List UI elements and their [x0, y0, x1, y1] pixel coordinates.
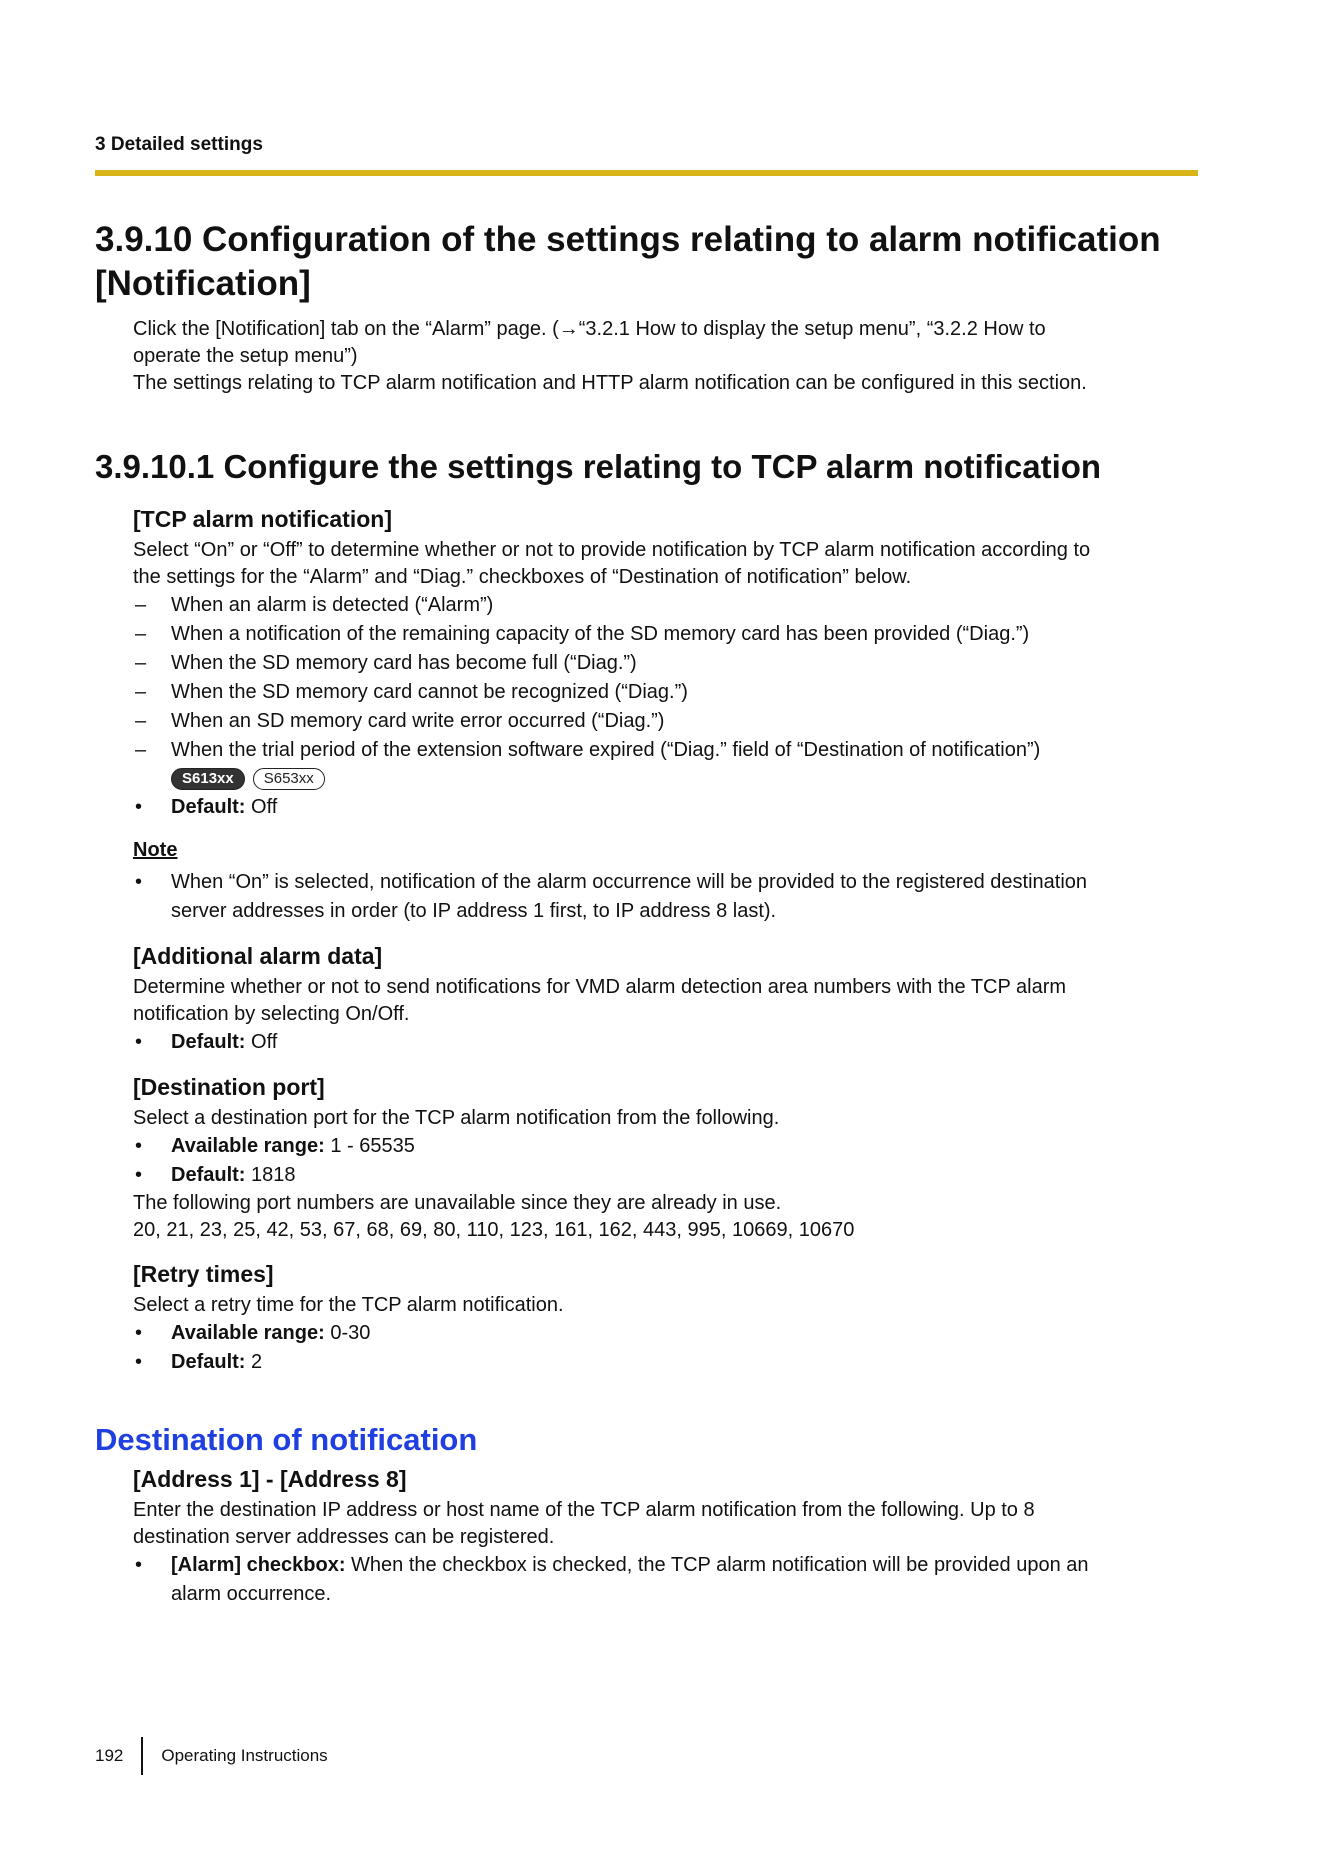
destination-port-desc: Select a destination port for the TCP alarm notification from the following.	[133, 1107, 780, 1129]
condition-list	[133, 591, 1205, 765]
address-list	[133, 1551, 1205, 1609]
default-label: Default:	[171, 1031, 246, 1053]
section-intro	[133, 316, 1205, 397]
default-label: Default:	[171, 796, 246, 818]
list-item	[133, 707, 1205, 736]
note-text: server addresses in order (to IP address 1 first, to IP address 8 last).	[171, 900, 777, 922]
list-item	[133, 1551, 1205, 1609]
tcp-alarm-heading: [TCP alarm notification]	[133, 506, 392, 532]
section-title-line2: [Notification]	[95, 264, 311, 303]
list-item	[133, 649, 1205, 678]
section-title	[95, 218, 1205, 306]
destination-port-heading: [Destination port]	[133, 1074, 325, 1100]
default-value: 2	[245, 1351, 263, 1373]
range-label: Available range:	[171, 1322, 325, 1344]
default-value: Off	[245, 1031, 278, 1053]
doc-title: Operating Instructions	[161, 1746, 328, 1765]
list-item	[133, 591, 1205, 620]
checkbox-text: alarm occurrence.	[171, 1583, 332, 1605]
additional-alarm-desc: notification by selecting On/Off.	[133, 1003, 410, 1025]
header-rule	[95, 170, 1198, 176]
checkbox-text: When the checkbox is checked, the TCP alarm notification will be provided upon an	[345, 1554, 1089, 1576]
address-heading: [Address 1] - [Address 8]	[133, 1466, 407, 1492]
list-item	[133, 1348, 1205, 1377]
list-item	[133, 620, 1205, 649]
default-list	[133, 793, 1205, 822]
page-footer	[95, 1737, 328, 1775]
tcp-alarm-desc: Select “On” or “Off” to determine whether or not to provide notification by TCP alarm notification according to	[133, 539, 1091, 561]
bullet-marker: •	[135, 1164, 143, 1186]
additional-alarm-heading: [Additional alarm data]	[133, 943, 383, 969]
condition-text: When a notification of the remaining capacity of the SD memory card has been provided (“Diag.”)	[171, 623, 1030, 645]
footer-separator	[141, 1737, 143, 1775]
list-item	[133, 736, 1205, 765]
dash-marker: –	[135, 681, 147, 703]
page-number: 192	[95, 1746, 124, 1765]
list-item	[133, 1028, 1205, 1057]
bullet-marker: •	[135, 871, 143, 893]
list-item	[133, 793, 1205, 822]
condition-text: When an alarm is detected (“Alarm”)	[171, 594, 494, 616]
condition-text: When the SD memory card cannot be recognized (“Diag.”)	[171, 681, 688, 703]
model-badges	[133, 765, 1205, 793]
list-item	[133, 1132, 1205, 1161]
unavailable-desc: The following port numbers are unavailable since they are already in use.	[133, 1192, 782, 1214]
page-content	[95, 218, 1205, 1609]
subsection-title: 3.9.10.1 Configure the settings relating to TCP alarm notification	[95, 448, 1102, 485]
additional-alarm-list	[133, 1028, 1205, 1057]
condition-text: When the trial period of the extension software expired (“Diag.” field of “Destination of notification”)	[171, 739, 1041, 761]
tcp-alarm-desc: the settings for the “Alarm” and “Diag.” checkboxes of “Destination of notification” below.	[133, 566, 912, 588]
destination-port-list	[133, 1132, 1205, 1190]
bullet-marker: •	[135, 796, 143, 818]
default-label: Default:	[171, 1351, 246, 1373]
note-list	[133, 868, 1205, 926]
destination-heading: Destination of notification	[95, 1422, 478, 1457]
retry-times-heading: [Retry times]	[133, 1261, 274, 1287]
intro-line: Click the [Notification] tab on the “Alarm” page. (→“3.2.1 How to display the setup menu”, “3.2.2 How to	[133, 318, 1046, 340]
bullet-marker: •	[135, 1031, 143, 1053]
dash-marker: –	[135, 623, 147, 645]
additional-alarm-desc: Determine whether or not to send notifications for VMD alarm detection area numbers with the TCP alarm	[133, 976, 1067, 998]
default-value: Off	[245, 796, 278, 818]
bullet-marker: •	[135, 1351, 143, 1373]
retry-times-list	[133, 1319, 1205, 1377]
bullet-marker: •	[135, 1322, 143, 1344]
default-value: 1818	[245, 1164, 296, 1186]
dash-marker: –	[135, 594, 147, 616]
condition-text: When the SD memory card has become full (“Diag.”)	[171, 652, 637, 674]
range-label: Available range:	[171, 1135, 325, 1157]
checkbox-label: [Alarm] checkbox:	[171, 1554, 346, 1576]
dash-marker: –	[135, 652, 147, 674]
bullet-marker: •	[135, 1135, 143, 1157]
bullet-marker: •	[135, 1554, 143, 1576]
list-item	[133, 678, 1205, 707]
address-desc: destination server addresses can be registered.	[133, 1526, 555, 1548]
section-title-line1: 3.9.10 Configuration of the settings relating to alarm notification	[95, 220, 1161, 259]
default-label: Default:	[171, 1164, 246, 1186]
intro-line: operate the setup menu”)	[133, 345, 358, 367]
list-item	[133, 868, 1205, 926]
retry-times-desc: Select a retry time for the TCP alarm notification.	[133, 1294, 564, 1316]
intro-line: The settings relating to TCP alarm notification and HTTP alarm notification can be configured in this section.	[133, 372, 1087, 394]
dash-marker: –	[135, 739, 147, 761]
note-title: Note	[133, 839, 178, 861]
list-item	[133, 1161, 1205, 1190]
running-head: 3 Detailed settings	[95, 134, 263, 155]
range-value: 0-30	[324, 1322, 371, 1344]
unavailable-ports: 20, 21, 23, 25, 42, 53, 67, 68, 69, 80, 110, 123, 161, 162, 443, 995, 10669, 10670	[133, 1219, 855, 1241]
model-badge-s613: S613xx	[171, 768, 245, 790]
condition-text: When an SD memory card write error occurred (“Diag.”)	[171, 710, 665, 732]
model-badge-s653: S653xx	[253, 768, 325, 790]
range-value: 1 - 65535	[324, 1135, 415, 1157]
list-item	[133, 1319, 1205, 1348]
dash-marker: –	[135, 710, 147, 732]
tcp-alarm-block	[133, 503, 1205, 1377]
destination-block	[133, 1463, 1205, 1609]
address-desc: Enter the destination IP address or host name of the TCP alarm notification from the following. Up to 8	[133, 1499, 1035, 1521]
note-text: When “On” is selected, notification of the alarm occurrence will be provided to the registered destination	[171, 871, 1088, 893]
